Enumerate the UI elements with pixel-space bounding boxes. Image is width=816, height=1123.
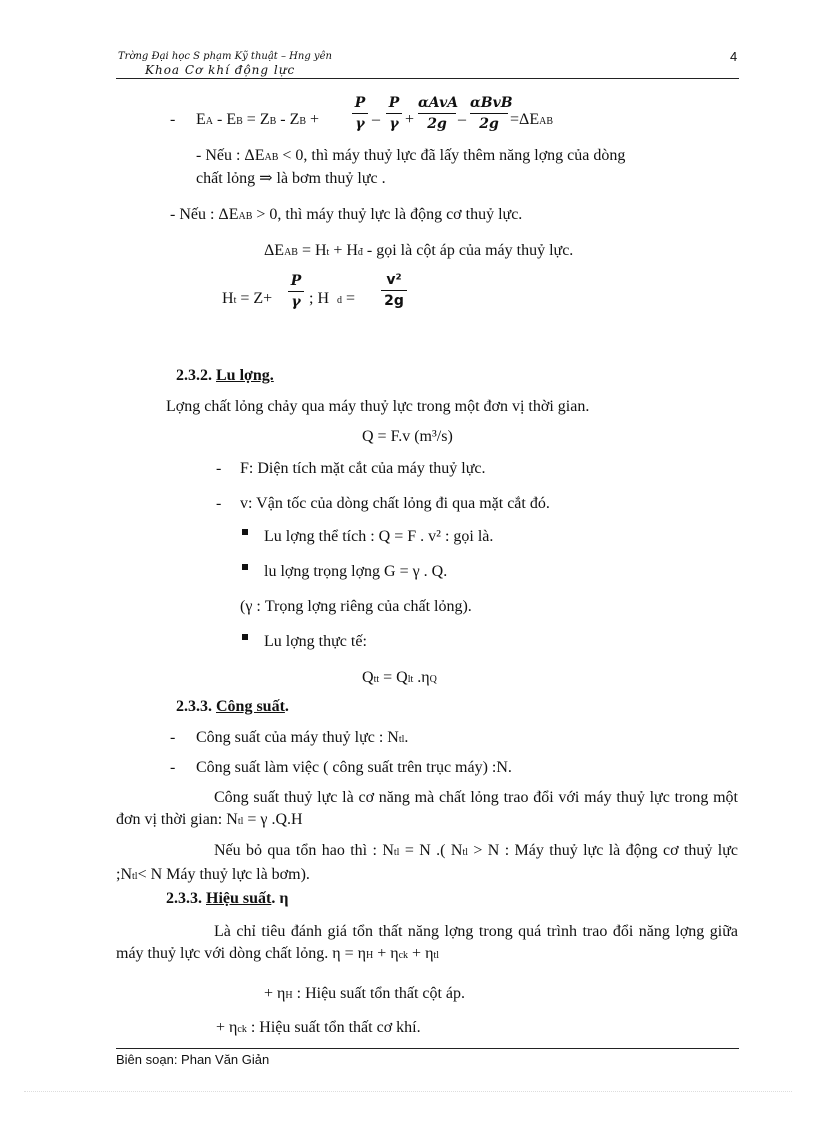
dash-icon: -: [216, 495, 222, 512]
ht-lhs: Ht = Z+: [222, 290, 273, 307]
frac-pB: P γ: [386, 95, 402, 132]
sec233b-heading: 2.3.3. Hiệu suất. η: [166, 890, 289, 907]
sec232-qtt: Qtt = Qlt .ηQ: [362, 669, 437, 686]
sec233b-eta-h: + ηH : Hiệu suất tổn thất cột áp.: [264, 985, 466, 1002]
sec232-gamma-note: (γ : Trọng lợng riêng của chất lỏng).: [240, 598, 472, 615]
cond2-line: - Nếu : ΔEAB > 0, thì máy thuỷ lực là động cơ thuỷ lực.: [170, 206, 523, 223]
page-number: 4: [730, 49, 738, 64]
cond1-line2: chất lỏng ⇒ là bơm thuỷ lực .: [196, 170, 386, 187]
frac-alphaB: αBvB 2g: [470, 95, 513, 132]
frac-p-gamma: P γ: [288, 273, 304, 310]
footer-rule: [116, 1048, 739, 1049]
page-edge-dots: [24, 1091, 792, 1092]
op-minus2: –: [458, 111, 466, 128]
header-rule: [116, 78, 739, 79]
sec233a-para1: Công suất thuỷ lực là cơ năng mà chất lỏng trao đổi với máy thuỷ lực trong một đơn vị thời gian: Ntl = γ .Q.H: [116, 789, 738, 828]
sec232-formula: Q = F.v (m³/s): [362, 428, 453, 445]
sec232-bullet-weight: lu lợng trọng lợng G = γ . Q.: [264, 563, 448, 580]
bullet-square-icon: [242, 564, 248, 570]
sec232-heading: 2.3.2. Lu lợng.: [176, 367, 274, 384]
sec233a-heading: 2.3.3. Công suất.: [176, 698, 289, 715]
ht-semi: ; H d =: [309, 290, 356, 307]
frac-pA: P γ: [352, 95, 368, 132]
dash-icon: -: [170, 729, 176, 746]
sec233b-eta-ck: + ηck : Hiệu suất tổn thất cơ khí.: [216, 1019, 421, 1036]
eq1-dash: -: [170, 111, 176, 128]
sec232-bullet-actual: Lu lợng thực tế:: [264, 633, 367, 650]
eq1-lhs: EA - EB = ZB - ZB +: [196, 111, 320, 128]
sec232-bullet-volume: Lu lợng thể tích : Q = F . v² : gọi là.: [264, 528, 494, 545]
frac-alphaA: αAvA 2g: [418, 95, 459, 132]
sec232-item-f: F: Diện tích mặt cắt của máy thuỷ lực.: [240, 460, 486, 477]
footer-author: Biên soạn: Phan Văn Giản: [116, 1052, 270, 1067]
sec233a-item-n: Công suất làm việc ( công suất trên trục máy) :N.: [196, 759, 512, 776]
sec232-intro: Lợng chất lỏng chảy qua máy thuỷ lực trong một đơn vị thời gian.: [166, 398, 590, 415]
sec232-item-v: v: Vận tốc của dòng chất lỏng đi qua mặt cắt đó.: [240, 495, 550, 512]
sec233b-para: Là chỉ tiêu đánh giá tổn thất năng lợng trong quá trình trao đổi năng lợng giữa máy thuỷ lực với dòng chất lỏng. η = ηH + ηck + ηtl: [116, 923, 738, 962]
bullet-square-icon: [242, 634, 248, 640]
frac-v2-2g: v² 2g: [381, 272, 407, 309]
sec233a-item-ntl: Công suất của máy thuỷ lực : Ntl.: [196, 729, 409, 746]
header-faculty: Khoa Cơ khí động lực: [145, 63, 296, 77]
dash-icon: -: [170, 759, 176, 776]
bullet-square-icon: [242, 529, 248, 535]
cond1-line1: - Nếu : ΔEAB < 0, thì máy thuỷ lực đã lấy thêm năng lợng của dòng: [196, 147, 626, 164]
header-school: Trờng Đại học S phạm Kỹ thuật – Hng yên: [118, 51, 332, 62]
op-minus: –: [372, 111, 380, 128]
dash-icon: -: [216, 460, 222, 477]
sec233a-para2: Nếu bỏ qua tổn hao thì : Ntl = N .( Ntl > N : Máy thuỷ lực là động cơ thuỷ lực ;Ntl< N Máy thuỷ lực là bơm).: [116, 842, 738, 883]
delta-line: ΔEAB = Ht + Hđ - gọi là cột áp của máy thuỷ lực.: [264, 242, 574, 259]
eq1-delta: =ΔEAB: [510, 111, 553, 128]
op-plus: +: [405, 111, 415, 128]
